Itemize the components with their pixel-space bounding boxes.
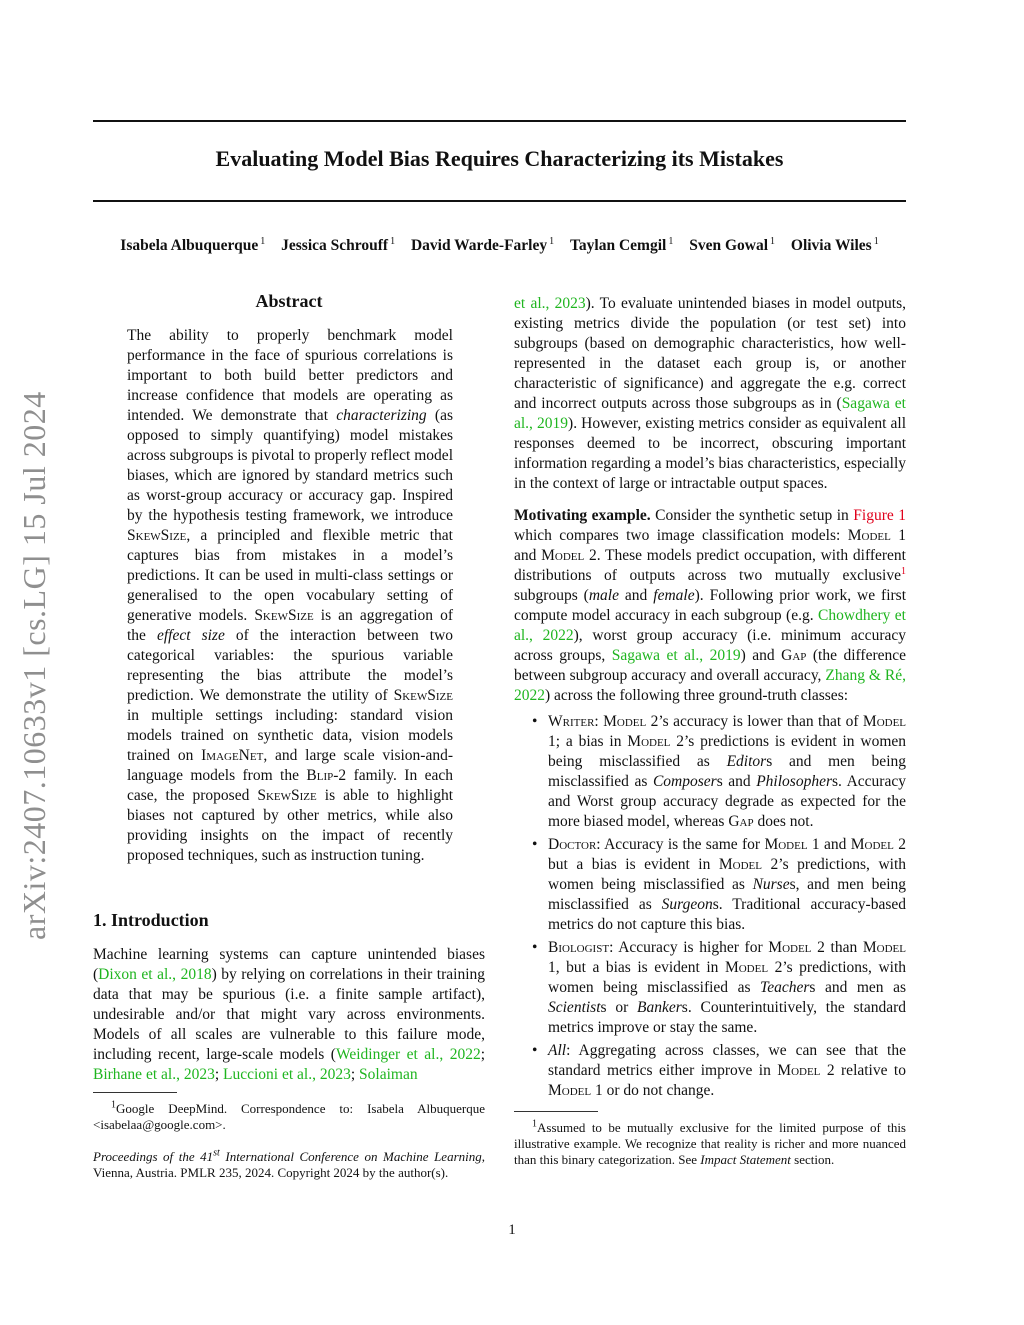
abstract-body: The ability to properly benchmark model performance in the face of spurious correlations is important to both build better predictors and increase confidence that models are operating as intended. We demonstrate that characterizing (as opposed to simply quantifying) model mistakes across subgroups is pivotal to properly reflect model biases, which are ignored by standard metrics such as worst-group accuracy or accuracy gap. Inspired by the hypothesis testing framework, we introduce SkewSize, a principled and flexible metric that captures bias from mistakes in a model’s predictions. It can be used in multi-class settings or generalised to the open vocabulary setting of generative models. SkewSize is an aggregation of the effect size of the interaction between two categorical variables: the spurious variable representing the bias attribute the model’s prediction. We demonstrate the utility of SkewSize in multiple settings including: standard vision models trained on synthetic data, vision models trained on ImageNet, and large scale vision-and-language models from the Blip-2 family. In each case, the proposed SkewSize is able to highlight biases not captured by other metrics, while also providing insights on the impact of recently proposed techniques, such as instruction tuning. — [127, 327, 454, 864]
author-name: Olivia Wiles $^1$ — [790, 236, 879, 255]
citation-link[interactable]: Birhane et al., 2023 — [93, 1066, 215, 1083]
bullet-icon: • — [532, 1042, 538, 1059]
citation-link[interactable]: Zhang & Ré, 2022 — [514, 667, 907, 704]
list-item: • Writer: Model 2’s accuracy is lower than that of Model 1; a bias in Model 2’s predictions is evident in women being misclassified as Editors and men being misclassified as Composers and Philosophers. Accuracy and Worst group accuracy degrade as expected for the more biased model, whereas Gap does not. — [532, 713, 907, 830]
citation-link[interactable]: Dixon et al., 2018 — [98, 966, 212, 983]
list-item: • All: Aggregating across classes, we can see that the standard metrics either improve in Model 2 relative to Model 1 or do not change. — [532, 1042, 906, 1099]
intro-continuation-paragraph: et al., 2023). To evaluate unintended biases in model outputs, existing metrics divide the population (or test set) into subgroups (based on demographic characteristics, how well-represented in the dataset each group is, or another characteristic of significance) and aggregate the e.g. correct and incorrect outputs across those subgroups as in (Sagawa et al., 2019). However, existing metrics consider as equivalent all responses deemed to be incorrect, obscuring important information regarding a model’s bias characteristics, especially in the context of large or intractable output spaces. — [514, 295, 907, 492]
title-bottom-rule — [93, 200, 906, 202]
list-item: • Biologist: Accuracy is higher for Model 2 than Model 1, but a bias is evident in Model 2’s predictions, with women being misclassified as Teachers and men as Scientists or Bankers. Counterintuitively, the standard metrics improve or stay the same. — [532, 939, 907, 1036]
left-column — [93, 290, 485, 1181]
author-name: Isabela Albuquerque $^1$ — [120, 236, 266, 255]
introduction-paragraph: Machine learning systems can capture unintended biases (Dixon et al., 2018) by relying on correlations in their training data that may be spurious (i.e. a finite sample artifact), undesirable and/or that might vary across environments. Models of all scales are vulnerable to this failure mode, including recent, large-scale models (Weidinger et al., 2022; Birhane et al., 2023; Luccioni et al., 2023; Solaiman — [93, 946, 486, 1083]
citation-link[interactable]: Chowdhery et al., 2022 — [514, 607, 906, 644]
motivating-example-paragraph: Motivating example. Consider the synthetic setup in Figure 1 which compares two image classification models: Model 1 and Model 2. These models predict occupation, with different distributions of outputs across two mutually exclusive$^1$ subgroups (male and female). Following prior work, we first compute model accuracy in each subgroup (e.g. Chowdhery et al., 2022), worst group accuracy (i.e. minimum accuracy across groups, Sagawa et al., 2019) and Gap (the difference between subgroup accuracy and overall accuracy, Zhang & Ré, 2022) across the following three ground-truth classes: — [514, 507, 907, 704]
paper-title: Evaluating Model Bias Requires Characterizing its Mistakes — [215, 146, 784, 171]
page-number: 1 — [508, 1222, 516, 1238]
abstract-heading: Abstract — [255, 291, 323, 311]
citation-link[interactable]: Sagawa et al., 2019 — [514, 395, 906, 432]
author-name: Taylan Cemgil $^1$ — [570, 236, 674, 255]
proceedings-note: Proceedings of the 41st International Conference on Machine Learning, Vienna, Austria. PMLR 235, 2024. Copyright 2024 by the author(s). — [93, 1147, 485, 1180]
arxiv-identifier: arXiv:2407.10633v1 [cs.LG] 15 Jul 2024 — [16, 391, 52, 940]
bullet-icon: • — [532, 939, 538, 956]
author-name: Sven Gowal $^1$ — [689, 236, 776, 255]
figure-link[interactable]: Figure 1 — [853, 507, 906, 524]
footnote-divider — [93, 1092, 177, 1093]
title-top-rule — [93, 120, 906, 122]
footnote-divider — [514, 1111, 598, 1112]
introduction-heading: 1. Introduction — [93, 910, 209, 930]
citation-link[interactable]: Solaiman — [359, 1066, 418, 1083]
author-name: Jessica Schrouff $^1$ — [281, 236, 396, 255]
bullet-icon: • — [532, 713, 538, 730]
affiliation-footnote: $^1$Google DeepMind. Correspondence to: Isabela Albuquerque <isabelaa@google.com>. — [93, 1099, 485, 1132]
citation-link[interactable]: et al., 2023 — [514, 295, 586, 312]
citation-link[interactable]: Sagawa et al., 2019 — [611, 647, 741, 664]
exclusivity-footnote: $^1$Assumed to be mutually exclusive for the limited purpose of this illustrative example. We recognize that reality is richer and more nuanced than this binary categorization. See Impact Statement section. — [514, 1118, 906, 1167]
footnote-link[interactable]: 1 — [901, 565, 906, 577]
class-bullet-list — [514, 712, 906, 1101]
right-column — [514, 294, 906, 1168]
author-name: David Warde-Farley $^1$ — [410, 236, 555, 255]
bullet-icon: • — [532, 836, 538, 853]
list-item: • Doctor: Accuracy is the same for Model 1 and Model 2 but a bias is evident in Model 2’s predictions, with women being misclassified as Nurses, and men being misclassified as Surgeons. Traditional accuracy-based metrics do not capture this bias. — [532, 836, 907, 933]
citation-link[interactable]: Weidinger et al., 2022 — [335, 1046, 481, 1063]
author-list — [93, 236, 906, 255]
citation-link[interactable]: Luccioni et al., 2023 — [223, 1066, 351, 1083]
